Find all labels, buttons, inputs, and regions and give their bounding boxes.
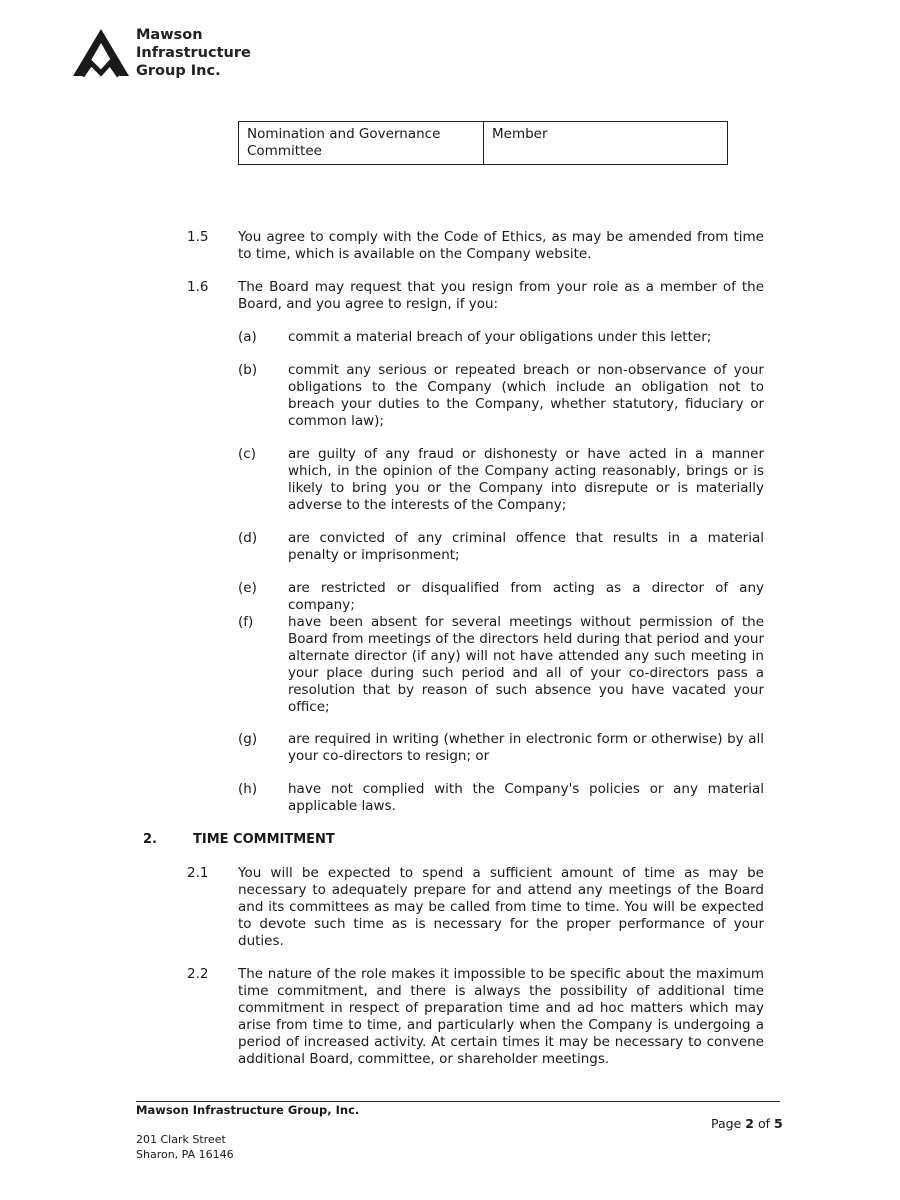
mountain-logo-icon (72, 26, 130, 78)
clause-number: 1.6 (187, 279, 209, 295)
committee-table (238, 121, 728, 165)
subclause-text: are guilty of any fraud or dishonesty or have acted in a manner which, in the opinion of the Company acting reasonably, brings or is likely to bring you or the Company into disrepute or is materially adverse to the interests of the Company; (288, 446, 764, 513)
footer-address-line-2: Sharon, PA 16146 (136, 1148, 234, 1161)
subclause-number: (e) (238, 580, 257, 596)
page-prefix: Page (711, 1116, 742, 1131)
footer-address-line-1: 201 Clark Street (136, 1133, 226, 1146)
page-of: of (757, 1116, 770, 1131)
committee-name-cell: Nomination and Governance Committee (239, 122, 484, 165)
subclause-number: (h) (238, 781, 258, 797)
footer-company-name: Mawson Infrastructure Group, Inc. (136, 1103, 360, 1117)
company-line-3: Group Inc. (136, 63, 221, 79)
clause-text: The nature of the role makes it impossible to be specific about the maximum time commitment, and there is always the possibility of additional time commitment in respect of preparation time and ad hoc matters which may arise from time to time, and particularly when the Company is undergoing a period of increased activity. At certain times it may be necessary to convene additional Board, committee, or shareholder meetings. (238, 966, 764, 1067)
clause-number: 2.1 (187, 865, 209, 881)
clause-number: 1.5 (187, 229, 209, 245)
subclause-text: commit a material breach of your obligations under this letter; (288, 329, 712, 345)
footer-address (136, 1132, 234, 1162)
section-title: TIME COMMITMENT (193, 832, 335, 847)
subclause-number: (g) (238, 731, 258, 747)
subclause-number: (f) (238, 614, 254, 630)
page-current: 2 (745, 1116, 754, 1131)
company-logo (72, 26, 130, 82)
company-name-header (136, 26, 251, 80)
section-number: 2. (143, 832, 157, 847)
footer-divider (136, 1101, 780, 1102)
subclause-text: have been absent for several meetings without permission of the Board from meetings of the directors held during that period and your alternate director (if any) will not have attended any such meeting in your place during such period and all of your co-directors pass a resolution that by reason of such absence you have vacated your office; (288, 614, 764, 715)
subclause-text: have not complied with the Company's policies or any material applicable laws. (288, 781, 764, 814)
subclause-text: are restricted or disqualified from acting as a director of any company; (288, 580, 764, 613)
subclause-text: commit any serious or repeated breach or non-observance of your obligations to the Company (which include an obligation not to breach your duties to the Company, whether statutory, fiduciary or common law); (288, 362, 764, 429)
subclause-number: (c) (238, 446, 256, 462)
subclause-number: (d) (238, 530, 258, 546)
page-total: 5 (773, 1116, 783, 1131)
clause-text: You will be expected to spend a sufficient amount of time as may be necessary to adequately prepare for and attend any meetings of the Board and its committees as may be called from time to time. You will be expected to devote such time as is necessary for the proper performance of your duties. (238, 865, 764, 949)
table-row (239, 122, 728, 165)
company-line-2: Infrastructure (136, 45, 251, 61)
subclause-text: are required in writing (whether in electronic form or otherwise) by all your co-directors to resign; or (288, 731, 764, 764)
page-indicator (711, 1116, 783, 1131)
company-line-1: Mawson (136, 27, 203, 43)
clause-text: You agree to comply with the Code of Ethics, as may be amended from time to time, which is available on the Company website. (238, 229, 764, 262)
clause-text: The Board may request that you resign from your role as a member of the Board, and you agree to resign, if you: (238, 279, 764, 312)
subclause-number: (b) (238, 362, 258, 378)
committee-role-cell: Member (484, 122, 728, 165)
clause-number: 2.2 (187, 966, 209, 982)
subclause-number: (a) (238, 329, 257, 345)
subclause-text: are convicted of any criminal offence that results in a material penalty or imprisonment; (288, 530, 764, 563)
